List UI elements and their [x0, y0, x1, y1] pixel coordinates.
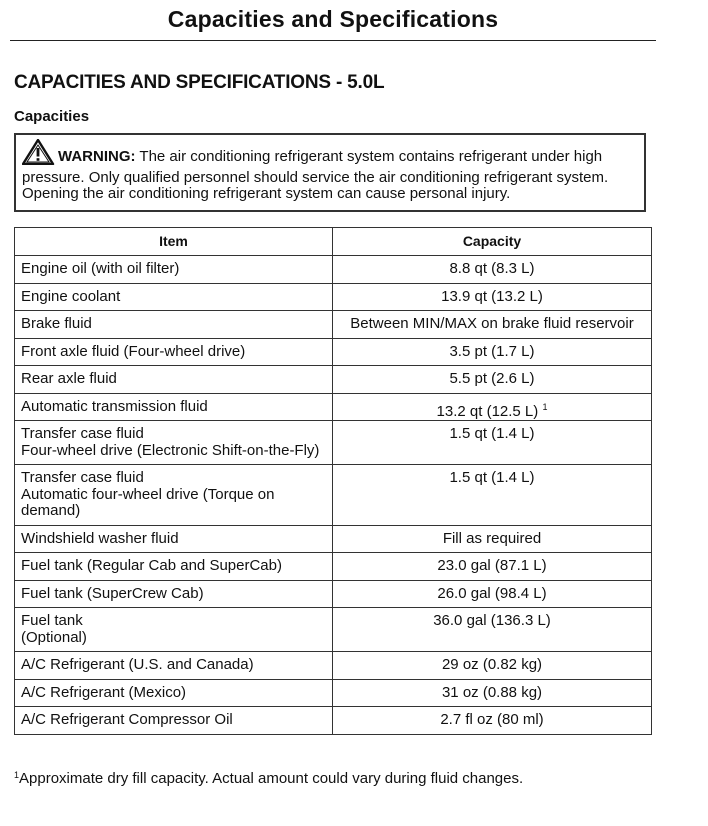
item-label: Windshield washer fluid	[21, 529, 179, 547]
section-heading: CAPACITIES AND SPECIFICATIONS - 5.0L	[14, 72, 385, 93]
item-label: A/C Refrigerant Compressor Oil	[21, 711, 233, 728]
item-label: Brake fluid	[21, 315, 92, 332]
capacity-cell	[333, 525, 652, 553]
item-label: Transfer case fluid	[21, 425, 144, 442]
item-cell	[15, 553, 333, 581]
item-label: Automatic four-wheel drive (Torque on demand)	[21, 485, 275, 519]
table-row	[15, 283, 652, 311]
table-row	[15, 465, 652, 526]
table-row	[15, 608, 652, 652]
column-header-capacity: Capacity	[333, 228, 652, 256]
capacity-cell	[333, 393, 652, 421]
item-label: (Optional)	[21, 628, 87, 646]
capacity-cell	[333, 580, 652, 608]
table-row	[15, 421, 652, 465]
capacity-value: 1.5 qt (1.4 L)	[449, 469, 535, 486]
column-header-item: Item	[15, 228, 333, 256]
page-title: Capacities and Specifications	[167, 6, 499, 32]
item-label: Engine coolant	[21, 287, 121, 305]
table-row	[15, 525, 652, 553]
item-cell	[15, 679, 333, 707]
title-divider	[10, 40, 656, 41]
capacity-value: 5.5 pt (2.6 L)	[449, 370, 535, 387]
item-cell	[15, 256, 333, 284]
item-label: Fuel tank (SuperCrew Cab)	[21, 584, 204, 602]
capacity-value: 2.7 fl oz (80 ml)	[440, 711, 544, 728]
capacity-cell	[333, 465, 652, 526]
capacity-cell	[333, 338, 652, 366]
capacity-cell	[333, 608, 652, 652]
capacity-value: 3.5 pt (1.7 L)	[449, 342, 535, 360]
item-label: Automatic transmission fluid	[21, 397, 208, 415]
capacity-cell	[333, 679, 652, 707]
table-row	[15, 311, 652, 339]
capacity-cell	[333, 283, 652, 311]
capacity-cell	[333, 707, 652, 735]
item-cell	[15, 311, 333, 339]
item-cell	[15, 707, 333, 735]
capacity-value: 31 oz (0.88 kg)	[441, 683, 543, 701]
table-row	[15, 366, 652, 394]
item-label: Front axle fluid (Four-wheel drive)	[21, 342, 246, 360]
capacity-value: 36.0 gal (136.3 L)	[433, 612, 551, 629]
capacity-value: Between MIN/MAX on brake fluid reservoir	[350, 315, 634, 332]
capacity-value: 23.0 gal (87.1 L)	[437, 557, 547, 574]
item-cell	[15, 421, 333, 465]
capacity-cell	[333, 311, 652, 339]
warning-triangle-icon	[22, 139, 56, 170]
item-label: Transfer case fluid	[21, 469, 144, 486]
table-row	[15, 393, 652, 421]
table-header-row	[15, 228, 652, 256]
item-label: Four-wheel drive (Electronic Shift-on-the-Fly)	[21, 441, 320, 459]
capacity-value: 1.5 qt (1.4 L)	[449, 425, 535, 442]
capacity-cell	[333, 366, 652, 394]
table-row	[15, 553, 652, 581]
item-cell	[15, 608, 333, 652]
table-row	[15, 652, 652, 680]
capacity-footnote-marker: 1	[542, 401, 548, 412]
capacity-value: Fill as required	[442, 529, 542, 547]
footnote	[14, 770, 523, 787]
item-label: Engine oil (with oil filter)	[21, 260, 180, 277]
table-row	[15, 338, 652, 366]
capacities-table	[14, 227, 652, 735]
item-label: A/C Refrigerant (Mexico)	[21, 683, 187, 701]
item-cell	[15, 525, 333, 553]
item-label: Rear axle fluid	[21, 370, 117, 387]
table-row	[15, 707, 652, 735]
capacity-value: 8.8 qt (8.3 L)	[449, 260, 535, 277]
item-label: A/C Refrigerant (U.S. and Canada)	[21, 656, 254, 673]
item-cell	[15, 393, 333, 421]
capacity-value: 13.9 qt (13.2 L)	[441, 287, 543, 305]
warning-text: The air conditioning refrigerant system contains refrigerant under high pressure. Only qualified personnel should service the air conditioning refrigerant system. Opening the air conditioning refrigerant system can cause personal injury.	[22, 148, 609, 202]
capacity-value: 13.2 qt (12.5 L)	[436, 402, 539, 420]
item-cell	[15, 283, 333, 311]
capacity-cell	[333, 256, 652, 284]
capacity-cell	[333, 553, 652, 581]
capacity-cell	[333, 652, 652, 680]
item-cell	[15, 652, 333, 680]
warning-label: WARNING:	[58, 148, 136, 165]
table-row	[15, 679, 652, 707]
capacity-value: 26.0 gal (98.4 L)	[437, 584, 547, 602]
item-cell	[15, 465, 333, 526]
warning-box	[14, 133, 646, 212]
item-label: Fuel tank (Regular Cab and SuperCab)	[21, 557, 282, 574]
item-cell	[15, 366, 333, 394]
capacities-subheading: Capacities	[14, 108, 90, 125]
table-row	[15, 256, 652, 284]
capacity-cell	[333, 421, 652, 465]
item-cell	[15, 580, 333, 608]
table-row	[15, 580, 652, 608]
capacity-value: 29 oz (0.82 kg)	[441, 656, 543, 673]
footnote-text: Approximate dry fill capacity. Actual amount could vary during fluid changes.	[19, 770, 524, 787]
item-label: Fuel tank	[21, 612, 83, 629]
item-cell	[15, 338, 333, 366]
footnote-marker: 1	[14, 770, 20, 780]
